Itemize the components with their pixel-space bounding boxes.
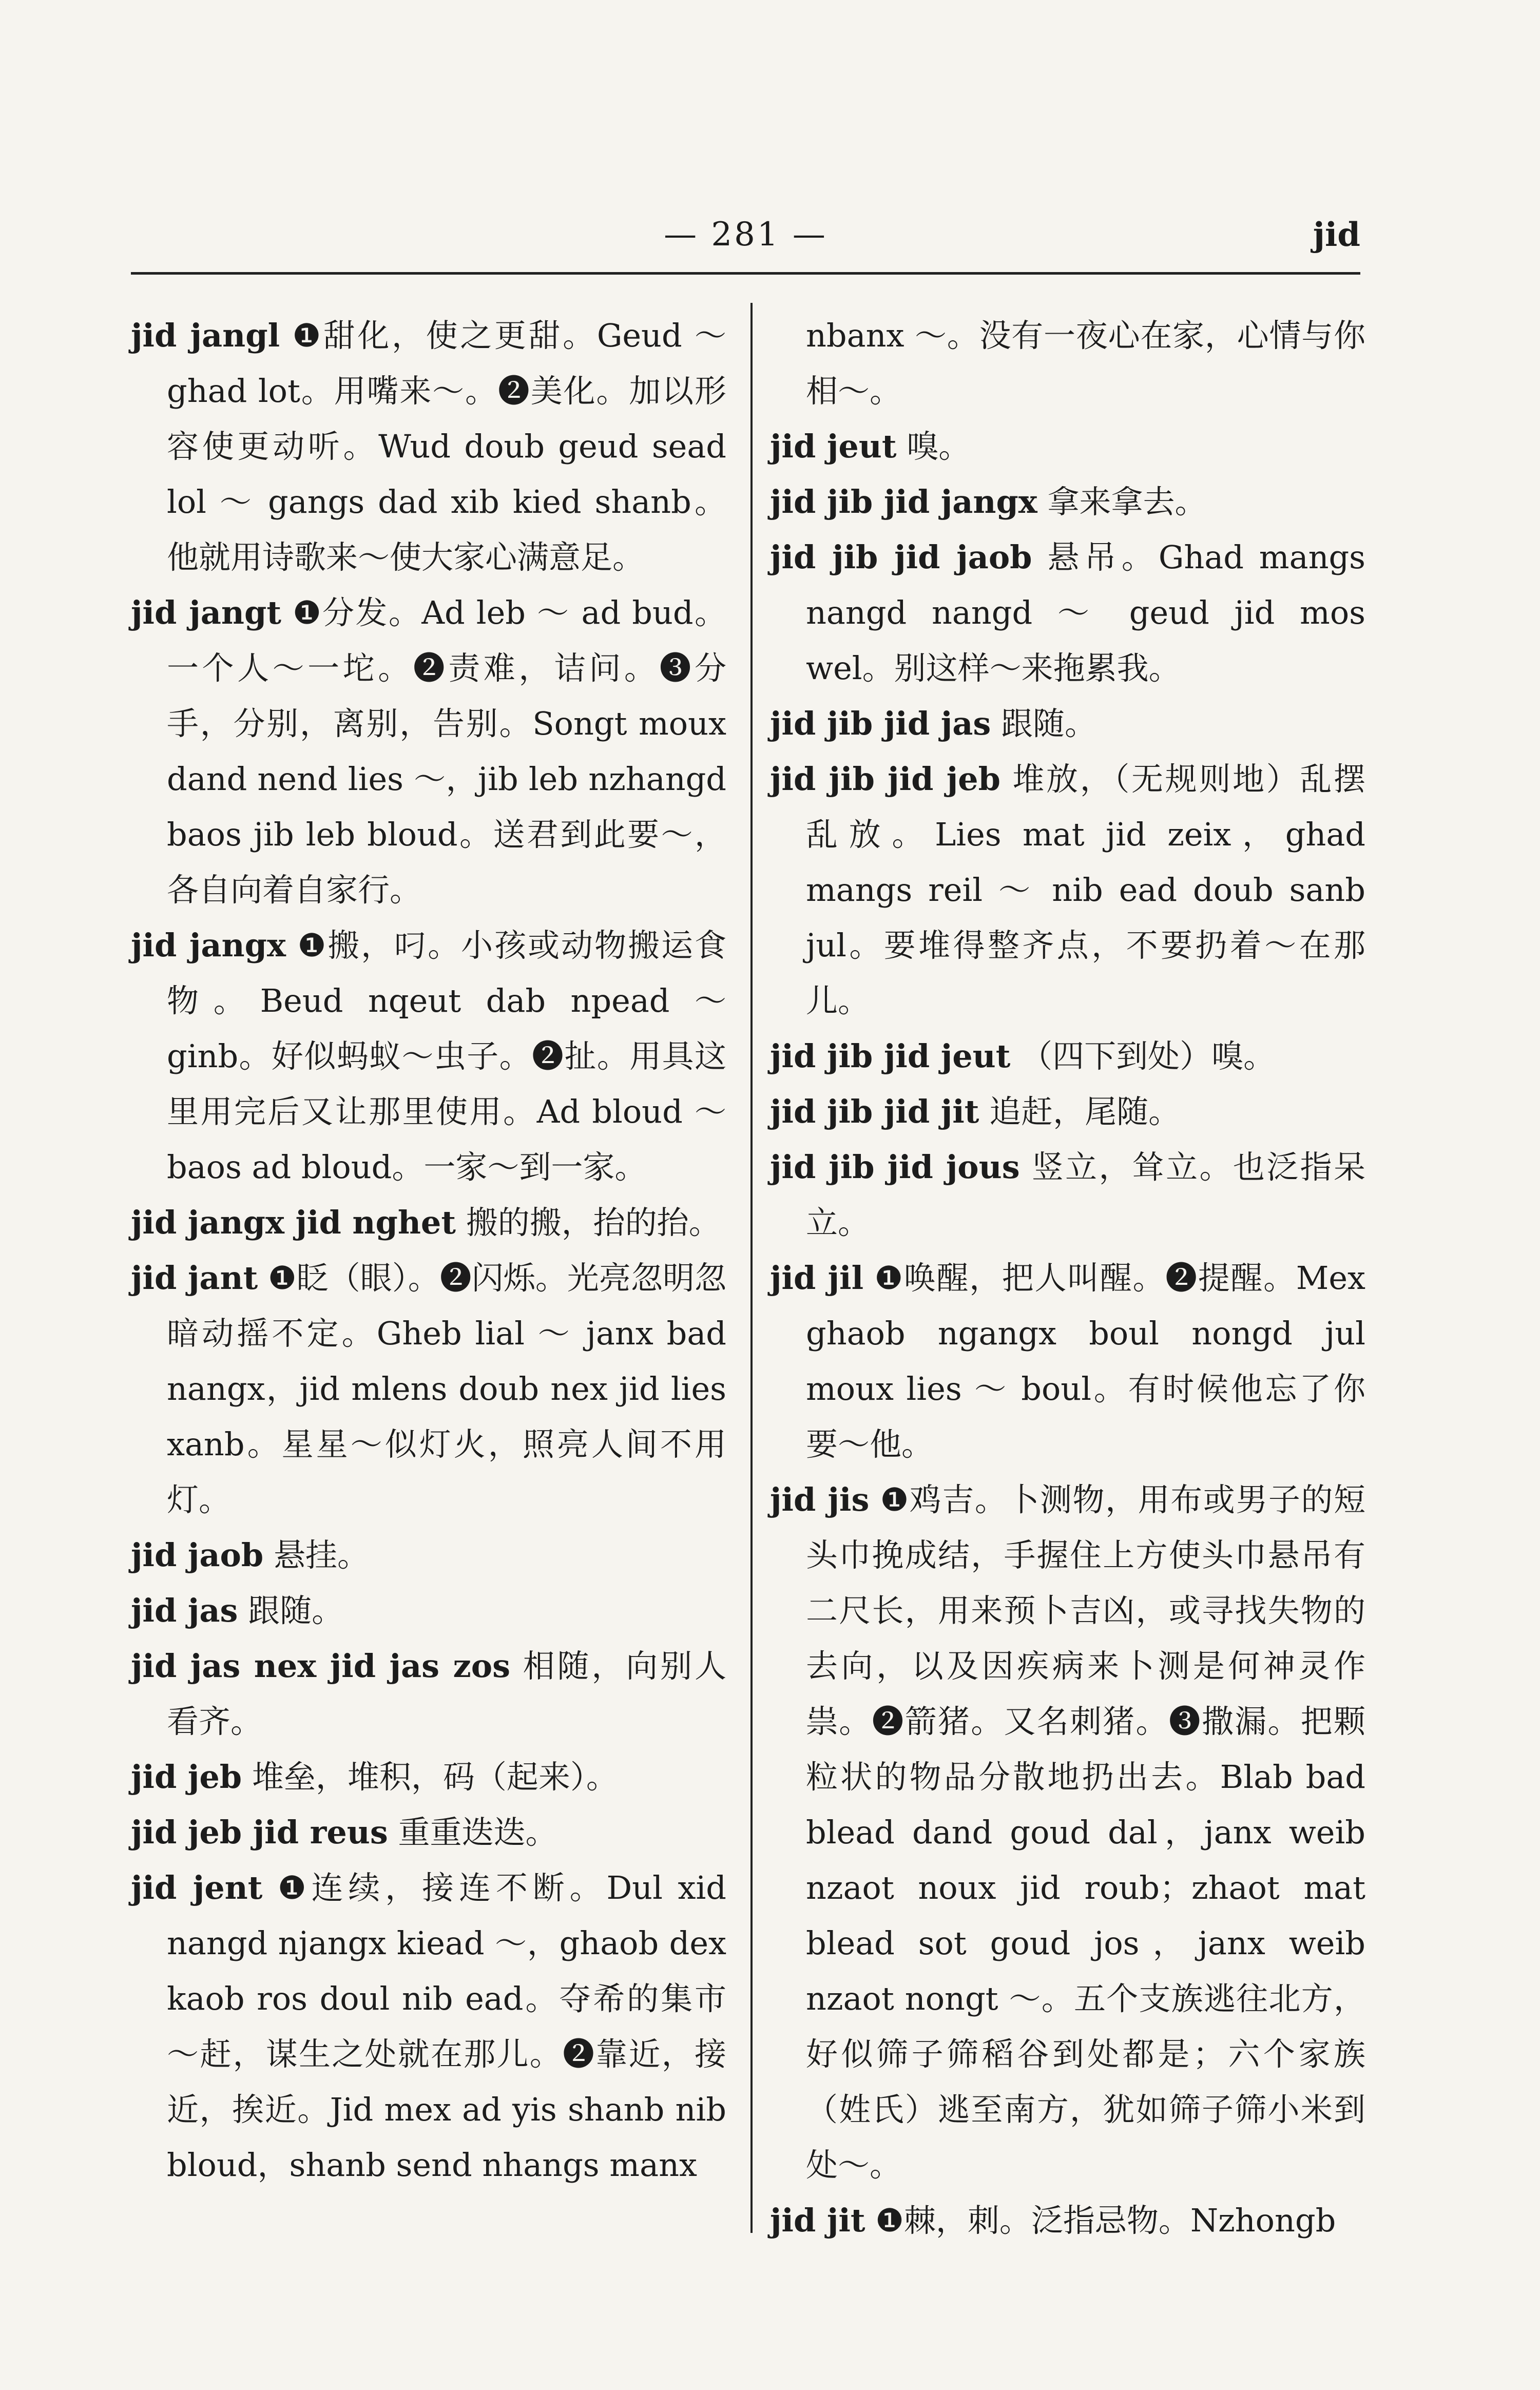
entry-headword: jid jis: [770, 1481, 870, 1518]
dictionary-entry: [131, 308, 726, 585]
dictionary-entry: [770, 1084, 1365, 1140]
running-head: jid: [1313, 216, 1360, 254]
dictionary-entry: [131, 1250, 726, 1528]
entry-definition: ❶甜化，使之更甜。Geud ～ ghad lot。用嘴来～。❷美化。加以形容使更动听。Wud doub geud sead lol ～ gangs dad xib kied shanb。他就用诗歌来～使大家心满意足。: [167, 317, 726, 576]
entry-headword: jid jeb: [131, 1758, 242, 1796]
dictionary-entry: [131, 1749, 726, 1805]
entry-definition: 堆放，（无规则地）乱摆乱放。Lies mat jid zeix，ghad mangs reil ～ nib ead doub sanb jul。要堆得整齐点，不要扔着～在那儿。: [806, 760, 1366, 1019]
entry-headword: jid jeb jid reus: [131, 1814, 388, 1851]
entry-definition: ❶眨（眼）。❷闪烁。光亮忽明忽暗动摇不定。Gheb lial ～ janx bad nangx，jid mlens doub nex jid lies xanb。星星～似灯火，照亮人间不用灯。: [167, 1259, 726, 1518]
entry-headword: jid jangl: [131, 317, 280, 354]
entry-definition: ❶分发。Ad leb ～ ad bud。一个人～一坨。❷责难，诘问。❸分手，分别，离别，告别。Songt moux dand nend lies ～，jib leb nzhangd baos jib leb bloud。送君到此要～，各自向着自家行。: [167, 594, 726, 909]
entry-headword: jid jil: [770, 1259, 864, 1297]
entry-headword: jid jas nex jid jas zos: [131, 1647, 510, 1685]
entry-headword: jid jib jid jeut: [770, 1037, 1011, 1075]
entry-headword: jid jib jid jit: [770, 1093, 979, 1130]
entry-definition: 跟随。: [991, 705, 1096, 742]
entry-definition: 拿来拿去。: [1037, 483, 1207, 521]
entry-headword: jid jangt: [131, 594, 281, 631]
dictionary-entry: [770, 2193, 1365, 2248]
dictionary-entry: [131, 1805, 726, 1860]
entry-headword: jid jit: [770, 2202, 865, 2239]
dictionary-entry: [131, 585, 726, 918]
right-column: [770, 308, 1365, 2248]
entry-definition: 竖立，耸立。也泛指呆立。: [806, 1148, 1365, 1241]
entry-definition: 悬挂。: [263, 1536, 369, 1574]
dictionary-entry: [770, 1029, 1365, 1084]
entry-definition: ❶棘，刺。泛指忌物。Nzhongb: [865, 2202, 1336, 2239]
entry-headword: jid jib jid jeb: [770, 760, 1000, 798]
entry-headword: jid jangx jid nghet: [131, 1204, 456, 1241]
entry-definition: 追赶，尾随。: [979, 1093, 1181, 1130]
entry-definition: nbanx ～。没有一夜心在家，心情与你相～。: [806, 317, 1365, 410]
entry-definition: ❶鸡吉。卜测物，用布或男子的短头巾挽成结，手握住上方使头巾悬吊有二尺长，用来预卜吉凶，或寻找失物的去向，以及因疾病来卜测是何神灵作祟。❷箭猪。又名刺猪。❸撒漏。把颗粒状的物品分散地扔出去。Blab bad blead dand goud dal，janx weib nzaot noux jid roub；zhaot mat blead sot goud jos，janx weib nzaot nongt ～。五个支族逃往北方，好似筛子筛稻谷到处都是；六个家族（姓氏）逃至南方，犹如筛子筛小米到处～。: [806, 1481, 1366, 2184]
entry-definition: 嗅。: [896, 428, 971, 465]
dictionary-entry: [770, 308, 1365, 419]
entry-headword: jid jant: [131, 1259, 258, 1297]
entry-definition: （四下到处）嗅。: [1010, 1037, 1276, 1075]
entry-definition: 跟随。: [238, 1592, 344, 1629]
dictionary-entry: [131, 918, 726, 1195]
dictionary-entry: [770, 1472, 1365, 2193]
entry-definition: 重重迭迭。: [388, 1814, 557, 1851]
header-rule: [131, 272, 1360, 275]
entry-headword: jid jib jid jaob: [770, 538, 1032, 576]
entry-headword: jid jeut: [770, 428, 897, 465]
dictionary-entry: [131, 1195, 726, 1250]
dictionary-entry: [131, 1860, 726, 2193]
entry-headword: jid jib jid jas: [770, 705, 991, 742]
dictionary-entry: [131, 1583, 726, 1639]
entry-headword: jid jent: [131, 1869, 263, 1906]
entry-definition: 堆垒，堆积，码（起来）。: [242, 1758, 618, 1796]
entry-headword: jid jib jid jous: [770, 1148, 1020, 1186]
dictionary-entry: [770, 696, 1365, 751]
dictionary-entry: [770, 474, 1365, 530]
page-header: [131, 210, 1360, 282]
dictionary-entry: [770, 1140, 1365, 1250]
entry-definition: ❶连续，接连不断。Dul xid nangd njangx kiead ～，ghaob dex kaob ros doul nib ead。夺希的集市～赶，谋生之处就在那儿。❷靠近，接近，挨近。Jid mex ad yis shanb nib bloud，shanb send nhangs manx: [167, 1869, 726, 2184]
entry-definition: 相随，向别人看齐。: [167, 1647, 727, 1740]
entry-headword: jid jas: [131, 1592, 238, 1629]
dictionary-entry: [131, 1528, 726, 1583]
page-number: — 281 —: [664, 216, 827, 254]
dictionary-entry: [770, 530, 1365, 696]
entry-definition: 搬的搬，抬的抬。: [456, 1204, 721, 1241]
left-column: [131, 308, 726, 2193]
dictionary-entry: [770, 419, 1365, 474]
entry-headword: jid jib jid jangx: [770, 483, 1037, 521]
column-divider: [750, 303, 753, 2233]
entry-headword: jid jaob: [131, 1536, 264, 1574]
entry-definition: ❶搬，叼。小孩或动物搬运食物。Beud nqeut dab npead ～ ginb。好似蚂蚁～虫子。❷扯。用具这里用完后又让那里使用。Ad bloud ～ baos ad bloud。一家～到一家。: [167, 927, 726, 1186]
entry-definition: 悬吊。Ghad mangs nangd nangd ～ geud jid mos wel。别这样～来拖累我。: [806, 538, 1366, 687]
entry-headword: jid jangx: [131, 927, 286, 964]
dictionary-entry: [770, 751, 1365, 1029]
dictionary-entry: [131, 1639, 726, 1749]
dictionary-entry: [770, 1250, 1365, 1472]
entry-definition: ❶唤醒，把人叫醒。❷提醒。Mex ghaob ngangx boul nongd jul moux lies ～ boul。有时候他忘了你要～他。: [806, 1259, 1365, 1463]
